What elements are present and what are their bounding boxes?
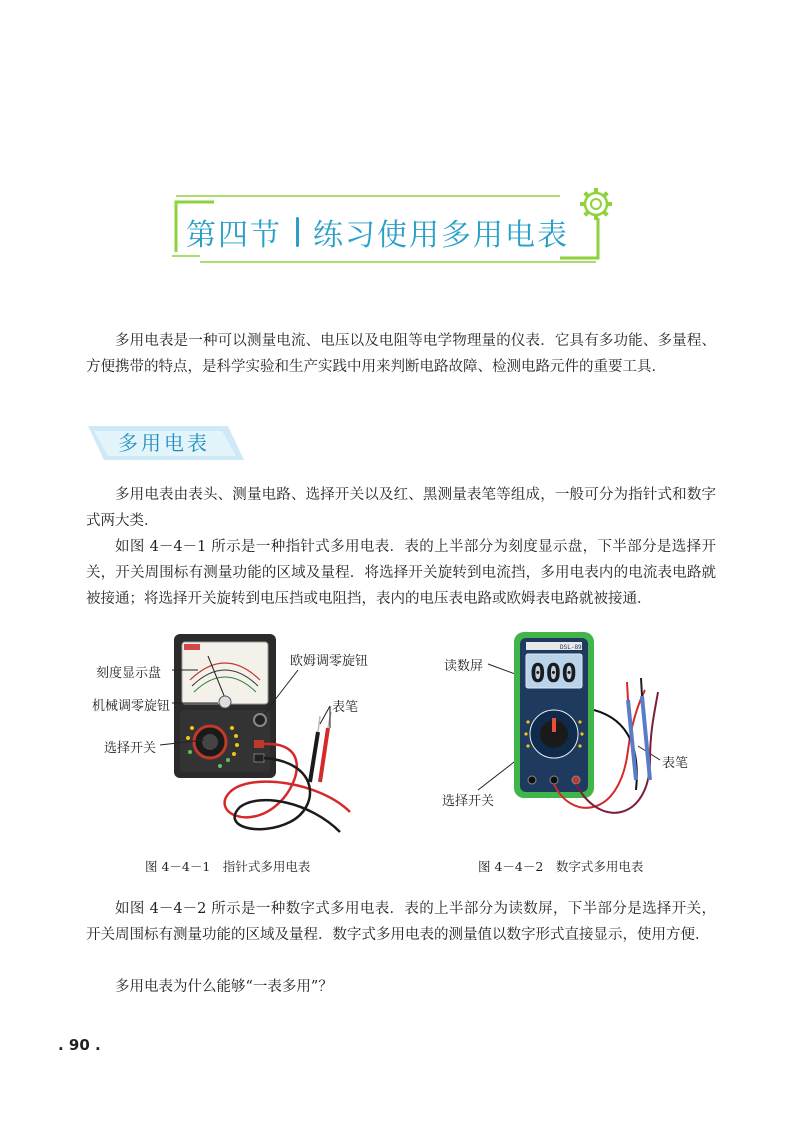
page-number: . 90 . (58, 1036, 101, 1054)
chapter-number: 第四节 (186, 218, 282, 253)
label-probes-analog: 表笔 (332, 700, 359, 715)
chapter-title-separator (296, 217, 299, 247)
figure2-caption: 图 4－4－2 数字式多用电表 (478, 859, 644, 874)
paragraph-question: 多用电表为什么能够“一表多用”？ (115, 979, 333, 995)
chapter-title-frame (0, 0, 800, 300)
digital-multimeter-image (510, 630, 680, 830)
gear-icon (580, 188, 612, 220)
intro-paragraph: 多用电表是一种可以测量电流、电压以及电阻等电学物理量的仪表．它具有多功能、多量程、方便携带的特点，是科学实验和生产实践中用来判断电路故障、检测电路元件的重要工具． (86, 333, 716, 375)
label-selector-analog: 选择开关 (104, 741, 157, 756)
section-title: 多用电表 (118, 431, 210, 455)
chapter-title (186, 210, 569, 254)
label-ohm-zero-knob: 欧姆调零旋钮 (290, 654, 369, 669)
figure1-caption: 图 4－4－1 指针式多用电表 (145, 859, 311, 874)
display-reading: 000 (530, 659, 577, 689)
paragraph-digital-meter: 如图 4－4－2 所示是一种数字式多用电表．表的上半部分为读数屏，下半部分是选择开关，开关周围标有测量功能的区域及量程．数字式多用电表的测量值以数字形式直接显示，使用方便． (86, 901, 716, 943)
chapter-name: 练习使用多用电表 (313, 218, 569, 253)
label-probes-digital: 表笔 (662, 756, 689, 771)
label-mechanical-zero-knob: 机械调零旋钮 (92, 699, 171, 714)
paragraph-analog-meter: 如图 4－4－1 所示是一种指针式多用电表．表的上半部分为刻度显示盘，下半部分是选择开关，开关周围标有测量功能的区域及量程．将选择开关旋转到电流挡，多用电表内的电流表电路就被接通；将选择开关旋转到电压挡或电阻挡，表内的电压表电路或欧姆表电路就被接通． (86, 539, 716, 607)
paragraph-composition: 多用电表由表头、测量电路、选择开关以及红、黑测量表笔等组成，一般可分为指针式和数字式两大类． (86, 487, 716, 529)
label-dial: 刻度显示盘 (96, 666, 162, 681)
label-screen: 读数屏 (444, 659, 484, 674)
label-selector-digital: 选择开关 (442, 794, 495, 809)
model-label: DSL-890C (560, 644, 589, 651)
